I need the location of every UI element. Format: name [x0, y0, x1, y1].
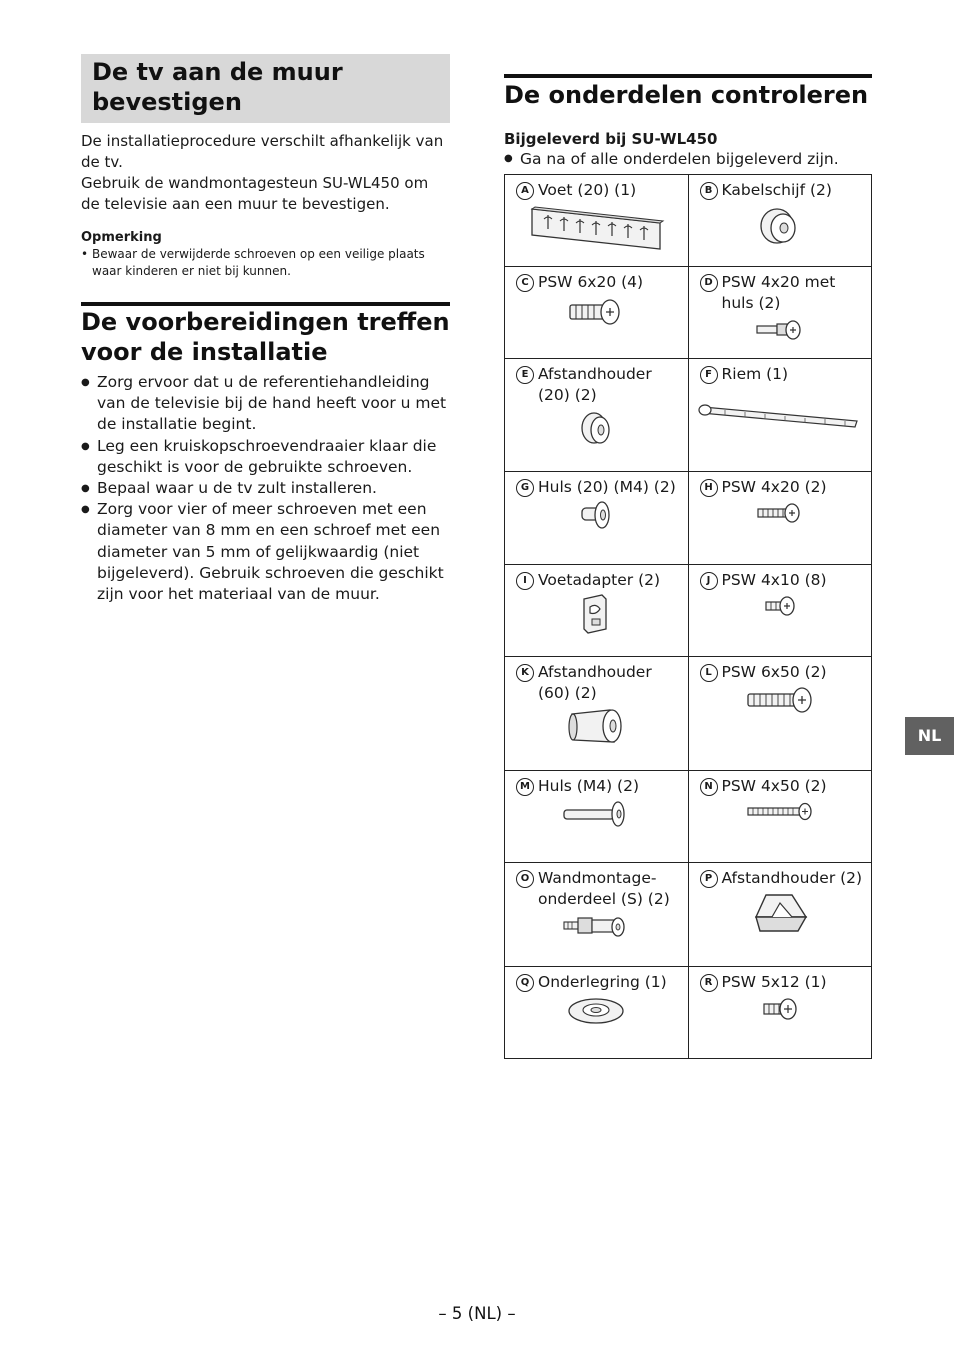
part-label: PSW 4x10 (8)	[721, 570, 827, 589]
part-label: Afstandhouder (20) (2)	[538, 364, 652, 404]
intro-line-2: Gebruik de wandmontagesteun SU-WL450 om de televisie aan een muur te bevestigen.	[81, 174, 429, 213]
part-letter: P	[700, 870, 718, 888]
part-label: PSW 4x20 (2)	[721, 477, 827, 496]
part-letter: H	[700, 479, 718, 497]
adapter-icon	[576, 591, 616, 635]
sleeve-icon	[576, 498, 616, 534]
bracket-icon	[526, 201, 666, 257]
part-letter: O	[516, 870, 534, 888]
part-letter: F	[700, 366, 718, 384]
strap-icon	[695, 385, 865, 435]
part-cell	[688, 966, 872, 1058]
heading-wall-mount: De tv aan de muur bevestigen	[81, 54, 450, 123]
part-label: Riem (1)	[721, 364, 789, 383]
heading-preparation: De voorbereidingen treffen voor de installatie	[81, 302, 450, 367]
part-letter: I	[516, 572, 534, 590]
block-spacer-icon	[750, 889, 810, 937]
part-cell	[688, 266, 872, 358]
part-letter: A	[516, 182, 534, 200]
list-item: ● Leg een kruiskopschroevendraaier klaar die geschikt is voor de gebruikte schroeven.	[81, 436, 450, 478]
part-letter: G	[516, 479, 534, 497]
part-label: Afstandhouder (60) (2)	[538, 662, 652, 702]
part-cell	[688, 564, 872, 656]
page-number: – 5 (NL) –	[438, 1304, 516, 1323]
part-label: Voetadapter (2)	[538, 570, 661, 589]
part-letter: Q	[516, 974, 534, 992]
part-cell	[505, 358, 689, 471]
heading-check-parts: De onderdelen controleren	[504, 74, 872, 110]
part-letter: C	[516, 274, 534, 292]
part-letter: D	[700, 274, 718, 292]
part-letter: R	[700, 974, 718, 992]
part-letter: K	[516, 664, 534, 682]
part-cell	[505, 471, 689, 564]
part-cell	[688, 770, 872, 862]
part-label: Wandmontage-onderdeel (S) (2)	[538, 868, 670, 908]
pulley-icon	[755, 201, 805, 251]
part-cell	[505, 862, 689, 966]
part-cell	[505, 266, 689, 358]
part-cell	[505, 564, 689, 656]
washer-icon	[564, 993, 628, 1029]
screw-icon	[744, 683, 816, 719]
sleeve-icon	[560, 797, 632, 833]
part-letter: L	[700, 664, 718, 682]
part-letter: J	[700, 572, 718, 590]
language-tab: NL	[905, 717, 954, 755]
spacer-icon	[564, 704, 628, 748]
part-cell	[505, 174, 689, 266]
part-label: PSW 6x50 (2)	[721, 662, 827, 681]
parts-table	[504, 174, 872, 1059]
screw-icon	[754, 498, 806, 528]
part-label: Onderlegring (1)	[538, 972, 667, 991]
part-cell	[505, 966, 689, 1058]
intro-line-1: De installatieprocedure verschilt afhankelijk van de tv.	[81, 132, 444, 171]
part-label: PSW 5x12 (1)	[721, 972, 827, 991]
part-label: Voet (20) (1)	[538, 180, 637, 199]
screw-icon	[566, 293, 626, 333]
part-label: Huls (20) (M4) (2)	[538, 477, 676, 496]
part-cell	[505, 770, 689, 862]
spacer-icon	[576, 406, 616, 450]
part-cell	[688, 471, 872, 564]
part-label: Afstandhouder (2)	[721, 868, 863, 887]
list-item: ● Zorg ervoor dat u de referentiehandleiding van de televisie bij de hand heeft voor u met de installatie begint.	[81, 372, 450, 436]
part-label: PSW 6x20 (4)	[538, 272, 644, 291]
part-letter: N	[700, 778, 718, 796]
check-bullet: ● Ga na of alle onderdelen bijgeleverd zijn.	[504, 149, 872, 169]
part-cell	[688, 174, 872, 266]
wall-mount-part-icon	[560, 910, 632, 946]
list-item: ● Zorg voor vier of meer schroeven met een diameter van 8 mm en een schroef met een diameter van 5 mm of gelijkwaardig (niet bijgeleverd). Gebruik schroeven die geschikt zijn voor het materiaal van de muur.	[81, 499, 450, 605]
left-column	[81, 54, 450, 605]
part-letter: E	[516, 366, 534, 384]
part-cell	[688, 358, 872, 471]
part-label: PSW 4x20 met huls (2)	[721, 272, 836, 312]
part-label: Kabelschijf (2)	[721, 180, 832, 199]
right-column	[504, 54, 872, 1059]
screw-icon	[744, 797, 816, 827]
screw-icon	[758, 993, 802, 1025]
preparation-list	[81, 372, 450, 605]
note-title: Opmerking	[81, 230, 162, 245]
screw-icon	[753, 314, 807, 346]
part-label: Huls (M4) (2)	[538, 776, 639, 795]
part-label: PSW 4x50 (2)	[721, 776, 827, 795]
intro-text	[81, 131, 450, 215]
part-letter: B	[700, 182, 718, 200]
part-cell	[505, 656, 689, 770]
note-text: • Bewaar de verwijderde schroeven op een veilige plaats waar kinderen er niet bij kunnen.	[81, 246, 450, 280]
part-cell	[688, 862, 872, 966]
part-letter: M	[516, 778, 534, 796]
part-cell	[688, 656, 872, 770]
supplied-subhead: Bijgeleverd bij SU-WL450	[504, 129, 718, 148]
list-item: ● Bepaal waar u de tv zult installeren.	[81, 478, 450, 499]
screw-icon	[760, 591, 800, 621]
